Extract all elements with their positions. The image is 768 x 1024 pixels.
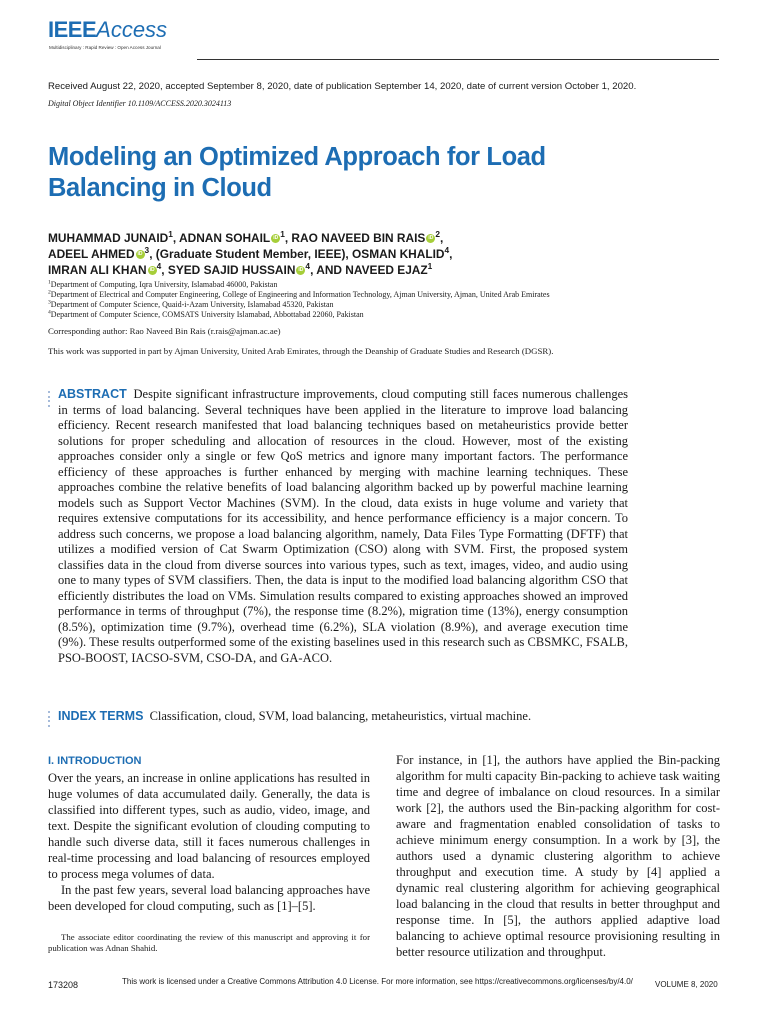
affil-mark: 4 (444, 245, 450, 256)
funding-note: This work was supported in part by Ajman University, United Arab Emirates, through the Deanship of Graduate Studies and Research (DGSR). (48, 346, 554, 356)
received-dates: Received August 22, 2020, accepted September 8, 2020, date of publication September 14, 2020, date of current version October 1, 2020. (48, 81, 637, 92)
doi-line[interactable]: Digital Object Identifier 10.1109/ACCESS.2020.3024113 (48, 99, 232, 108)
volume-label: VOLUME 8, 2020 (655, 980, 718, 989)
abstract-marker (48, 391, 50, 409)
index-terms-marker (48, 711, 50, 729)
journal-logo (48, 18, 167, 42)
affil-text: Department of Computer Science, COMSATS University Islamabad, Abbottabad 22060, Pakistan (50, 310, 364, 319)
author-name: , RAO NAVEED BIN RAIS (284, 231, 426, 245)
author-line-1 (48, 230, 668, 246)
editor-footnote: The associate editor coordinating the review of this manuscript and approving it for publication was Adnan Shahid. (48, 932, 370, 953)
author-line-3 (48, 262, 668, 278)
affil-text: Department of Electrical and Computer Engineering, College of Engineering and Information Technology, Ajman University, Ajman, United Arab Emirates (50, 290, 550, 299)
intro-paragraph-3: For instance, in [1], the authors have applied the Bin-packing algorithm for multi capacity Bin-packing to achieve task waiting time and degree of imbalance on cloud resources. In a similar work [2], the authors used the Bin-packing algorithm for cost-aware and fragmentation enabled consolidation of tasks to achieve minimum energy consumption. In a work by [3], the authors used a dynamic clustering algorithm to achieve throughput and execution time. A study by [4] applied a dynamic real clustering algorithm for achieving geographical load balancing in the cloud that results in better throughput and response time. In [5], the authors applied adaptive load balancing to achieve optimal resource provisioning resulting in better resource utilization and throughput. (396, 753, 720, 959)
orcid-icon[interactable]: iD (273, 235, 279, 241)
logo-ieee: IEEE (48, 17, 97, 42)
page-number: 173208 (48, 980, 79, 990)
affiliation-item (48, 290, 688, 300)
right-column (396, 752, 720, 960)
orcid-icon[interactable]: iD (428, 235, 434, 241)
orcid-icon[interactable]: iD (149, 267, 155, 273)
corresponding-author: Corresponding author: Rao Naveed Bin Rais (r.rais@ajman.ac.ae) (48, 326, 281, 336)
affil-mark: 1 (168, 229, 173, 240)
orcid-icon[interactable]: iD (298, 267, 304, 273)
affil-mark: 4 (156, 261, 162, 272)
index-terms-heading: INDEX TERMS (58, 709, 144, 723)
left-column (48, 754, 370, 914)
affil-text: Department of Computing, Iqra University, Islamabad 46000, Pakistan (50, 280, 278, 289)
license-notice[interactable]: This work is licensed under a Creative Commons Attribution 4.0 License. For more information, see https://creativecommons.org/licenses/by/4.0/ (122, 977, 633, 986)
author-separator: , (449, 247, 453, 261)
author-name: MUHAMMAD JUNAID (48, 231, 169, 245)
author-name: , SYED SAJID HUSSAIN (161, 263, 296, 277)
section-heading-introduction: I. INTRODUCTION (48, 755, 142, 767)
affiliation-item (48, 280, 688, 290)
affil-mark: 3 (144, 245, 150, 256)
author-list (48, 230, 668, 278)
affil-mark: 1 (427, 261, 433, 272)
author-name: , AND NAVEED EJAZ (310, 263, 428, 277)
abstract (58, 387, 628, 666)
author-name: , (Graduate Student Member, IEEE), OSMAN KHALID (149, 247, 445, 261)
paper-title: Modeling an Optimized Approach for Load Balancing in Cloud (48, 143, 546, 202)
affiliations (48, 280, 688, 320)
author-name: , ADNAN SOHAIL (172, 231, 271, 245)
author-name: IMRAN ALI KHAN (48, 263, 147, 277)
affil-number: 2 (48, 289, 51, 296)
index-terms (58, 709, 628, 724)
affiliation-item (48, 310, 688, 320)
abstract-heading: ABSTRACT (58, 387, 127, 401)
affil-text: Department of Computer Science, Quaid-i-Azam University, Islamabad 45320, Pakistan (50, 300, 334, 309)
abstract-text: Despite significant infrastructure improvements, cloud computing still faces numerous challenges in terms of load balancing. Several techniques have been applied in the literature to improve load balancing efficiency. Recent research manifested that load balancing techniques based on metaheuristics provide better solutions for proper scheduling and allocation of resources in the cloud. However, most of the existing approaches consider only a single or few QoS metrics and ignore many important factors. The performance efficiency of these approaches is further enhanced by merging with machine learning techniques. These approaches combine the relative benefits of load balancing algorithm backed up by powerful machine learning models such as Support Vector Machines (SVM). In the cloud, data exists in huge volume and variety that requires extensive computations for its accessibility, and hence performance efficiency is a major concern. To address such concerns, we propose a load balancing algorithm, namely, Data Files Type Formatting (DFTF) that utilizes a modified version of Cat Swarm Optimization (CSO) along with SVM. First, the proposed system classifies data in the cloud from diverse sources into various types, such as text, images, video, and audio using one to many types of SVM classifiers. Then, the data is input to the modified load balancing algorithm CSO that efficiently distributes the load on VMs. Simulation results compared to existing approaches showed an improved performance in terms of throughput (7%), the response time (8.2%), migration time (13%), energy consumption (8.5%), optimization time (9.7%), overhead time (6.2%), SLA violation (8.9%), and average execution time (9%). These results outperformed some of the existing baselines used in this research such as CBSMKC, FSALB, PSO-BOOST, IACSO-SVM, CSO-DA, and GA-ACO. (58, 387, 628, 665)
affil-number: 4 (48, 309, 51, 316)
affil-mark: 4 (305, 261, 311, 272)
affil-mark: 2 (435, 229, 440, 240)
intro-paragraph-1: Over the years, an increase in online applications has resulted in huge volumes of data accumulated daily. Generally, the data is classified into different types, such as audio, video, image, and text. Despite the significant evolution of clouding computing to handle such diverse data, still it faces numerous challenges in real-time processing and load balancing of resources employed to process mega volumes of data. (48, 771, 370, 881)
affil-number: 3 (48, 299, 51, 306)
index-terms-text: Classification, cloud, SVM, load balancing, metaheuristics, virtual machine. (149, 709, 532, 723)
affiliation-item (48, 300, 688, 310)
author-line-2 (48, 246, 668, 262)
header-rule (197, 59, 719, 60)
logo-access: Access (96, 17, 168, 42)
author-name: ADEEL AHMED (48, 247, 135, 261)
affil-mark: 1 (280, 229, 285, 240)
orcid-icon[interactable]: iD (137, 251, 143, 257)
intro-paragraph-2: In the past few years, several load balancing approaches have been developed for cloud computing, such as [1]–[5]. (48, 883, 370, 913)
affil-number: 1 (48, 279, 51, 286)
author-separator: , (439, 231, 444, 245)
logo-tagline: Multidisciplinary : Rapid Review : Open Access Journal (49, 45, 161, 50)
